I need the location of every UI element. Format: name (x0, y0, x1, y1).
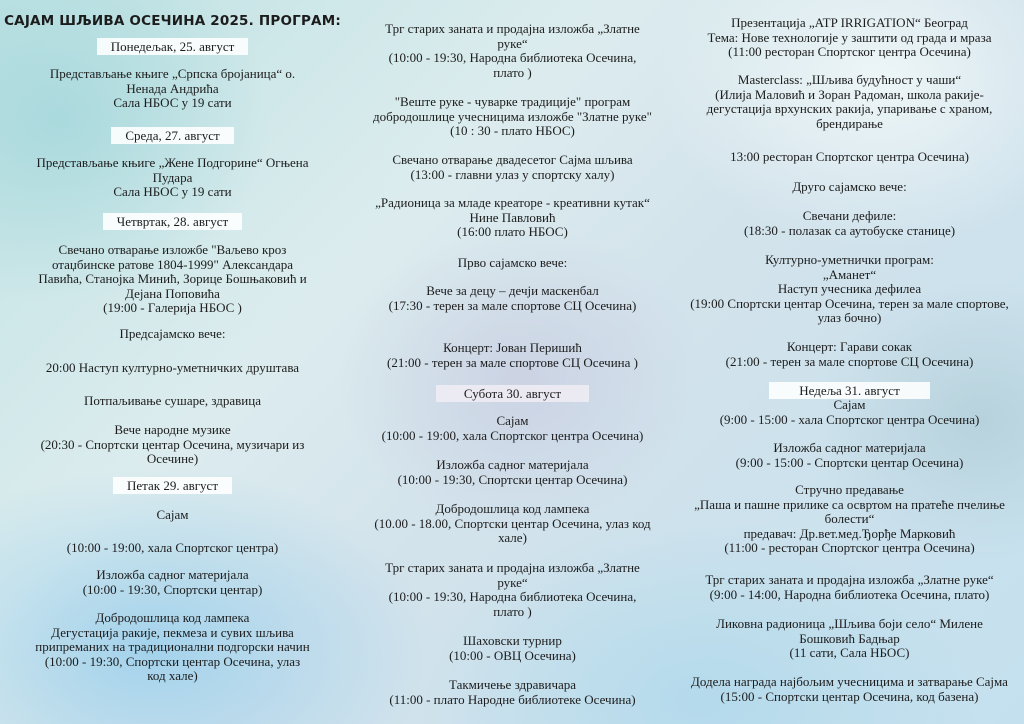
day-header-monday: Понедељак, 25. август (97, 38, 249, 55)
event-line: (16:00 плато НБОС) (457, 224, 568, 240)
event-line: (10 : 30 - плато НБОС) (450, 123, 575, 139)
event-line: Стручно предавање (795, 482, 904, 497)
event-line: (11:00 ресторан Спортског центра Осечина) (728, 44, 971, 60)
event-line: Свечано отварање изложбе "Ваљево кроз (58, 242, 287, 257)
event-line: Вече народне музике (114, 422, 231, 437)
column-1 (0, 0, 345, 724)
event-line: руке“ (497, 574, 528, 590)
event-line: 20:00 Наступ културно-уметничких друштава (45, 360, 300, 375)
event-crafts-square-sunday (675, 573, 1024, 602)
event-line: Представљање књиге „Српска бројаница“ о. (49, 66, 296, 81)
event-line: (9:00 - 15:00 - Спортски центар Осечина) (735, 454, 964, 470)
event-line: предавач: Др.вет.мед.Ђорђе Марковић (743, 525, 956, 541)
event-fair-friday-time (0, 541, 345, 556)
event-chess-tournament (340, 634, 685, 663)
event-line: Дејана Поповића (125, 285, 220, 301)
event-line: Пудара (152, 169, 193, 185)
event-line: Концерт: Јован Перишић (443, 340, 582, 355)
event-line: (9:00 - 14:00, Народна библиотека Осечина, плато) (709, 586, 990, 602)
event-line: Вече за децу – дечји маскенбал (426, 283, 599, 298)
event-line: Концерт: Гарави сокак (786, 339, 913, 354)
event-line: Трг старих заната и продајна изложба „Златне (385, 560, 640, 575)
event-line: (18:30 - полазак са аутобуске станице) (743, 222, 956, 238)
event-exhibition-valjevo (0, 243, 345, 316)
event-book-srpska-brojanica (0, 67, 345, 111)
event-line: Изложба садног материјала (436, 457, 589, 472)
event-line: Културно-уметнички програм: (765, 252, 934, 267)
day-header-saturday: Субота 30. август (436, 385, 589, 402)
event-line: припреманих на традиционални подгорски начин (35, 639, 310, 655)
day-header-thursday: Четвртак, 28. август (103, 213, 242, 230)
event-line: "Веште руке - чуварке традиције" програм (394, 94, 631, 109)
event-line: хале) (498, 530, 527, 546)
event-line: код хале) (147, 668, 198, 684)
event-line: „Аманет“ (822, 266, 877, 282)
event-art-workshop (675, 617, 1024, 661)
event-line: Потпаљивање сушаре, здравица (84, 393, 261, 408)
event-skilled-hands-welcome (340, 95, 685, 139)
event-line: (11:00 - ресторан Спортског центра Осечина) (724, 540, 975, 556)
event-line: Наступ учесника дефилеа (777, 281, 922, 297)
event-line: Сала НБОС у 19 сати (113, 184, 232, 200)
day-header-wednesday: Среда, 27. август (111, 127, 233, 144)
event-line: Masterclass: „Шљива будућност у чаши“ (737, 72, 962, 87)
column-3 (675, 0, 1024, 724)
event-atp-irrigation-presentation (675, 16, 1024, 60)
event-line: Свечани дефиле: (802, 208, 897, 223)
event-line: (10:00 - 19:00, хала Спортског центра Осечина) (381, 427, 644, 443)
event-masterclass-plum (675, 73, 1024, 131)
second-fair-evening-heading (675, 180, 1024, 195)
event-crafts-square-saturday (340, 561, 685, 619)
event-line: Предсајамско вече: (119, 326, 226, 341)
event-line: (11 сати, Сала НБОС) (789, 645, 910, 661)
day-header-sunday: Недеља 31. август (769, 382, 930, 399)
event-line: (10:00 - 19:30, Народна библиотека Осечина, (388, 589, 637, 605)
event-line: Изложба садног материјала (96, 567, 249, 582)
event-line: Трг старих заната и продајна изложба „Златне (385, 21, 640, 36)
event-line: (19:00 - Галерија НБОС ) (103, 300, 242, 316)
event-line: (10:00 - ОВЦ Осечина) (449, 647, 576, 663)
event-line: (19:00 Спортски центар Осечина, терен за мале спортове, (690, 295, 1009, 311)
event-creative-workshop (340, 196, 685, 240)
event-line: Додела награда најбољим учесницима и затварање Сајма (691, 674, 1008, 689)
event-concert-perisic (340, 341, 685, 370)
event-folklore-performance (0, 361, 345, 376)
event-line: (10.00 - 18.00, Спортски центар Осечина, улаз код (374, 515, 651, 531)
event-line: плато ) (493, 603, 532, 619)
event-line: Ликовна радионица „Шљива боји село“ Милене (716, 616, 983, 631)
event-toast-competition (340, 678, 685, 707)
event-line: (20:30 - Спортски центар Осечина, музичари из (40, 436, 305, 452)
event-line: (Илија Маловић и Зоран Радоман, школа ракије- (715, 86, 984, 102)
event-line: (21:00 - терен за мале спортове СЦ Осечина) (725, 353, 974, 369)
event-line: Трг старих заната и продајна изложба „Златне руке“ (705, 572, 994, 587)
event-line: Добродошлица код лампека (95, 610, 250, 625)
event-line: брендирање (816, 115, 883, 131)
first-fair-evening-heading (340, 256, 685, 271)
event-line: (15:00 - Спортски центар Осечина, код базена) (720, 688, 979, 704)
event-line: (10:00 - 19:30, Спортски центар Осечина) (397, 471, 628, 487)
event-line: плато ) (493, 64, 532, 80)
event-folk-music-evening (0, 423, 345, 467)
event-crafts-square-friday (340, 22, 685, 80)
event-line: Изложба садног материјала (773, 440, 926, 455)
event-beekeeping-lecture (675, 483, 1024, 556)
event-line: (21:00 - терен за мале спортове СЦ Осечина ) (387, 354, 638, 370)
day-header-friday: Петак 29. август (113, 477, 232, 494)
event-line: Сајам (833, 397, 866, 412)
event-line: добродошлице учесницима изложбе "Златне руке" (373, 108, 652, 124)
event-line: Павића, Станојка Минић, Зорице Бошњаковић и (38, 271, 307, 287)
event-susara-lighting (0, 394, 345, 409)
event-line: руке“ (497, 35, 528, 51)
event-book-zene-podgorine (0, 156, 345, 200)
event-line: Тема: Нове технологије у заштити од града и мраза (707, 29, 992, 45)
event-line: 13:00 ресторан Спортског центра Осечина) (730, 149, 969, 164)
event-line: Представљање књиге „Жене Подгорине“ Огњена (36, 155, 309, 170)
event-line: Такмичење здравичара (448, 677, 577, 692)
event-seedling-exhibition-sunday (675, 441, 1024, 470)
event-line: Презентација „ATP IRRIGATION“ Београд (731, 15, 968, 30)
event-line: Нине Павловић (469, 209, 556, 225)
event-line: Осечине) (146, 451, 199, 467)
event-line: (10:00 - 19:30, Народна библиотека Осечина, (388, 50, 637, 66)
event-fair-opening (340, 153, 685, 182)
event-parade (675, 209, 1024, 238)
event-fair-saturday (340, 414, 685, 443)
event-line: Друго сајамско вече: (792, 179, 907, 194)
event-line: отаџбинске ратове 1804-1999" Александара (51, 256, 294, 272)
column-2 (340, 0, 685, 724)
event-line: улаз бочно) (817, 310, 882, 326)
event-masterclass-time (675, 150, 1024, 165)
event-line: Свечано отварање двадесетог Сајма шљива (392, 152, 633, 167)
event-line: Дегустација ракије, пекмеза и сувих шљива (51, 624, 294, 640)
event-line: Прво сајамско вече: (457, 255, 568, 270)
event-line: Ненада Андрића (126, 80, 219, 96)
event-line: Добродошлица код лампека (435, 501, 590, 516)
event-welcome-lampek-saturday (340, 502, 685, 546)
event-line: (11:00 - плато Народне библиотеке Осечина) (389, 691, 636, 707)
event-line: (10:00 - 19:30, Спортски центар) (82, 581, 263, 597)
event-line: болести“ (824, 511, 875, 527)
event-amanet-program (675, 253, 1024, 326)
event-kids-masquerade (340, 284, 685, 313)
event-seedling-exhibition-saturday (340, 458, 685, 487)
pre-fair-evening-heading (0, 327, 345, 342)
event-concert-garavi-sokak (675, 340, 1024, 369)
event-fair-sunday (675, 398, 1024, 427)
event-seedling-exhibition-friday (0, 568, 345, 597)
event-line: „Радионица за младе креаторе - креативни кутак“ (375, 195, 650, 210)
event-welcome-lampek-friday (0, 611, 345, 684)
page-title: САЈАМ ШЉИВА ОСЕЧИНА 2025. ПРОГРАМ: (4, 13, 341, 29)
event-line: „Паша и пашне прилике са освртом на пратеће пчелиње (694, 496, 1005, 512)
event-line: (10:00 - 19:30, Спортски центар Осечина, улаз (44, 653, 301, 669)
event-line: Бошковић Бадњар (799, 630, 900, 646)
event-line: Шаховски турнир (463, 633, 562, 648)
event-line: (10:00 - 19:00, хала Спортског центра) (66, 540, 279, 555)
event-fair-friday (0, 508, 345, 523)
event-line: (13:00 - главни улаз у спортску халу) (410, 166, 615, 182)
event-line: Сајам (156, 507, 189, 522)
event-awards-closing (675, 675, 1024, 704)
event-line: дегустација врхунских ракија, упаривање с храном, (706, 101, 993, 117)
event-line: Сала НБОС у 19 сати (113, 95, 232, 111)
event-line: Сајам (496, 413, 529, 428)
event-line: (17:30 - терен за мале спортове СЦ Осечина) (388, 297, 637, 313)
event-line: (9:00 - 15:00 - хала Спортског центра Осечина) (719, 411, 980, 427)
